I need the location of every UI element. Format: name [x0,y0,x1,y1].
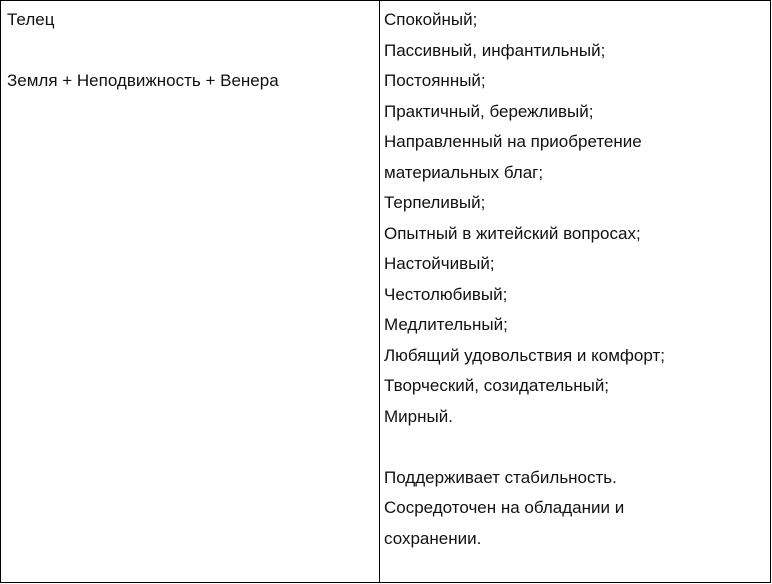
trait-line: Честолюбивый; [384,284,508,304]
summary-line: Сосредоточен на обладании и [384,498,625,517]
summary-line: сохранении. [384,528,482,548]
trait-line: Пассивный, инфантильный; [384,40,606,60]
sign-formula: Земля + Неподвижность + Венера [7,71,279,90]
trait-line: Спокойный; [384,10,478,29]
trait-line: Настойчивый; [384,254,495,273]
trait-line: Любящий удовольствия и комфорт; [384,345,665,365]
trait-line: Терпеливый; [384,193,486,212]
trait-line: материальных благ; [384,162,544,182]
sign-cell [1,1,380,582]
trait-line: Медлительный; [384,315,508,334]
summary-line: Поддерживает стабильность. [384,467,617,487]
traits-cell [380,1,770,582]
trait-line: Направленный на приобретение [384,132,642,151]
spacer [384,432,770,463]
trait-line: Практичный, бережливый; [384,101,594,121]
trait-line: Творческий, созидательный; [384,376,610,395]
trait-line: Постоянный; [384,71,486,90]
sign-name: Телец [7,10,55,29]
spacer [7,36,379,67]
trait-line: Опытный в житейский вопросах; [384,223,641,243]
trait-line: Мирный. [384,406,453,426]
